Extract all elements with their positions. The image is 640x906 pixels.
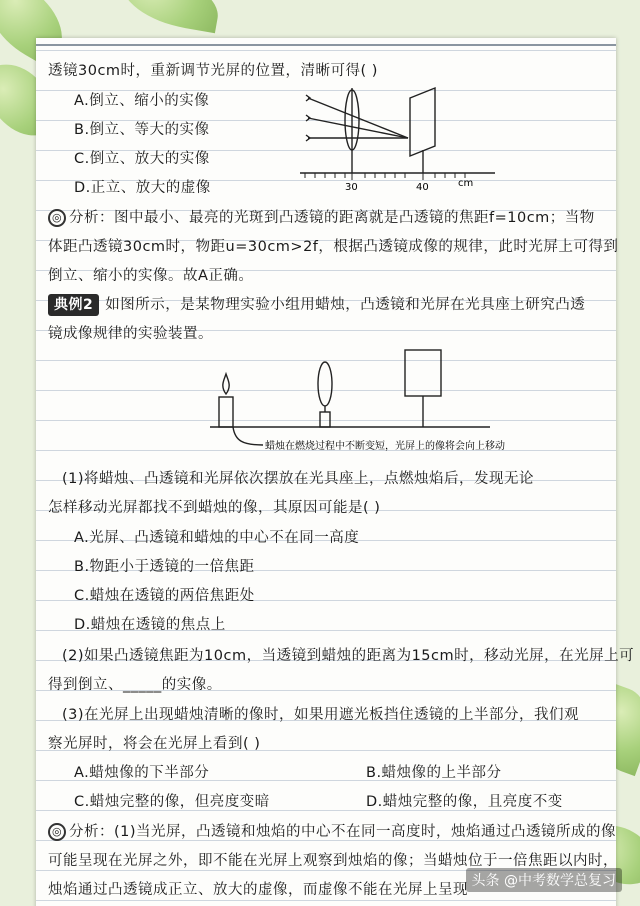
- q1-stem: 透镜30cm时，重新调节光屏的位置，清晰可得( ): [48, 63, 378, 79]
- ruler-label-30: 30: [345, 182, 358, 193]
- example-badge: 典例2: [48, 294, 99, 316]
- optical-bench-diagram: [205, 342, 595, 460]
- q2-3-option-c: C.蜡烛完整的像，但亮度变暗: [74, 794, 270, 810]
- example2-stem-line-1: 典例2 如图所示，是某物理实验小组用蜡烛，凸透镜和光屏在光具座上研究凸透: [48, 294, 585, 316]
- q2-3-option-d: D.蜡烛完整的像，且亮度不变: [366, 794, 563, 810]
- lens-focus-diagram: [300, 78, 500, 193]
- q2-3-line-2: 察光屏时，将会在光屏上看到( ): [48, 736, 261, 752]
- q1-option-c: C.倒立、放大的实像: [74, 151, 210, 167]
- q1-analysis-line-3: 倒立、缩小的实像。故A正确。: [48, 268, 254, 284]
- decorative-leaf: [116, 0, 223, 33]
- q2-3-option-a: A.蜡烛像的下半部分: [74, 765, 210, 781]
- example2-stem-line-2: 镜成像规律的实验装置。: [48, 326, 213, 342]
- q1-option-b: B.倒立、等大的实像: [74, 122, 210, 138]
- q2-2-line-1: (2)如果凸透镜焦距为10cm，当透镜到蜡烛的距离为15cm时，移动光屏，在光屏上可: [62, 648, 635, 664]
- q1-analysis-line-1: ◎ 分析：图中最小、最亮的光斑到凸透镜的距离就是凸透镜的焦距f=10cm；当物: [48, 207, 595, 229]
- analysis-icon: ◎: [48, 823, 66, 841]
- q1-option-d: D.正立、放大的虚像: [74, 180, 211, 196]
- ruler-label-unit: cm: [458, 178, 474, 189]
- ruler-label-40: 40: [416, 182, 429, 193]
- q2-3-line-1: (3)在光屏上出现蜡烛清晰的像时，如果用遮光板挡住透镜的上半部分，我们观: [62, 707, 580, 723]
- q2-1-line-2: 怎样移动光屏都找不到蜡烛的像，其原因可能是( ): [48, 500, 381, 516]
- q2-1-option-c: C.蜡烛在透镜的两倍焦距处: [74, 588, 255, 604]
- q2-2-line-2: 得到倒立、_____的实像。: [48, 677, 222, 693]
- q2-1-line-1: (1)将蜡烛、凸透镜和光屏依次摆放在光具座上，点燃烛焰后，发现无论: [62, 471, 535, 487]
- q2-1-option-a: A.光屏、凸透镜和蜡烛的中心不在同一高度: [74, 530, 360, 546]
- q2-1-option-d: D.蜡烛在透镜的焦点上: [74, 617, 226, 633]
- q1-option-a: A.倒立、缩小的实像: [74, 93, 210, 109]
- page-top-rule: [36, 44, 616, 46]
- example2-analysis-line-1: ◎ 分析：(1)当光屏，凸透镜和烛焰的中心不在同一高度时，烛焰通过凸透镜所成的像: [48, 821, 616, 843]
- q2-1-option-b: B.物距小于透镜的一倍焦距: [74, 559, 255, 575]
- q1-analysis-line-2: 体距凸透镜30cm时，物距u=30cm>2f，根据凸透镜成像的规律，此时光屏上可得到: [48, 239, 619, 255]
- example2-analysis-line-2: 可能呈现在光屏之外，即不能在光屏上观察到烛焰的像；当蜡烛位于一倍焦距以内时，: [48, 853, 618, 869]
- diagram-note: 蜡烛在燃烧过程中不断变短，光屏上的像将会向上移动: [265, 441, 505, 452]
- q2-3-option-b: B.蜡烛像的上半部分: [366, 765, 502, 781]
- watermark: 头条 @中考数学总复习: [466, 868, 622, 892]
- analysis-icon: ◎: [48, 209, 66, 227]
- example2-analysis-line-3: 烛焰通过凸透镜成正立、放大的虚像，而虚像不能在光屏上呈现: [48, 882, 468, 898]
